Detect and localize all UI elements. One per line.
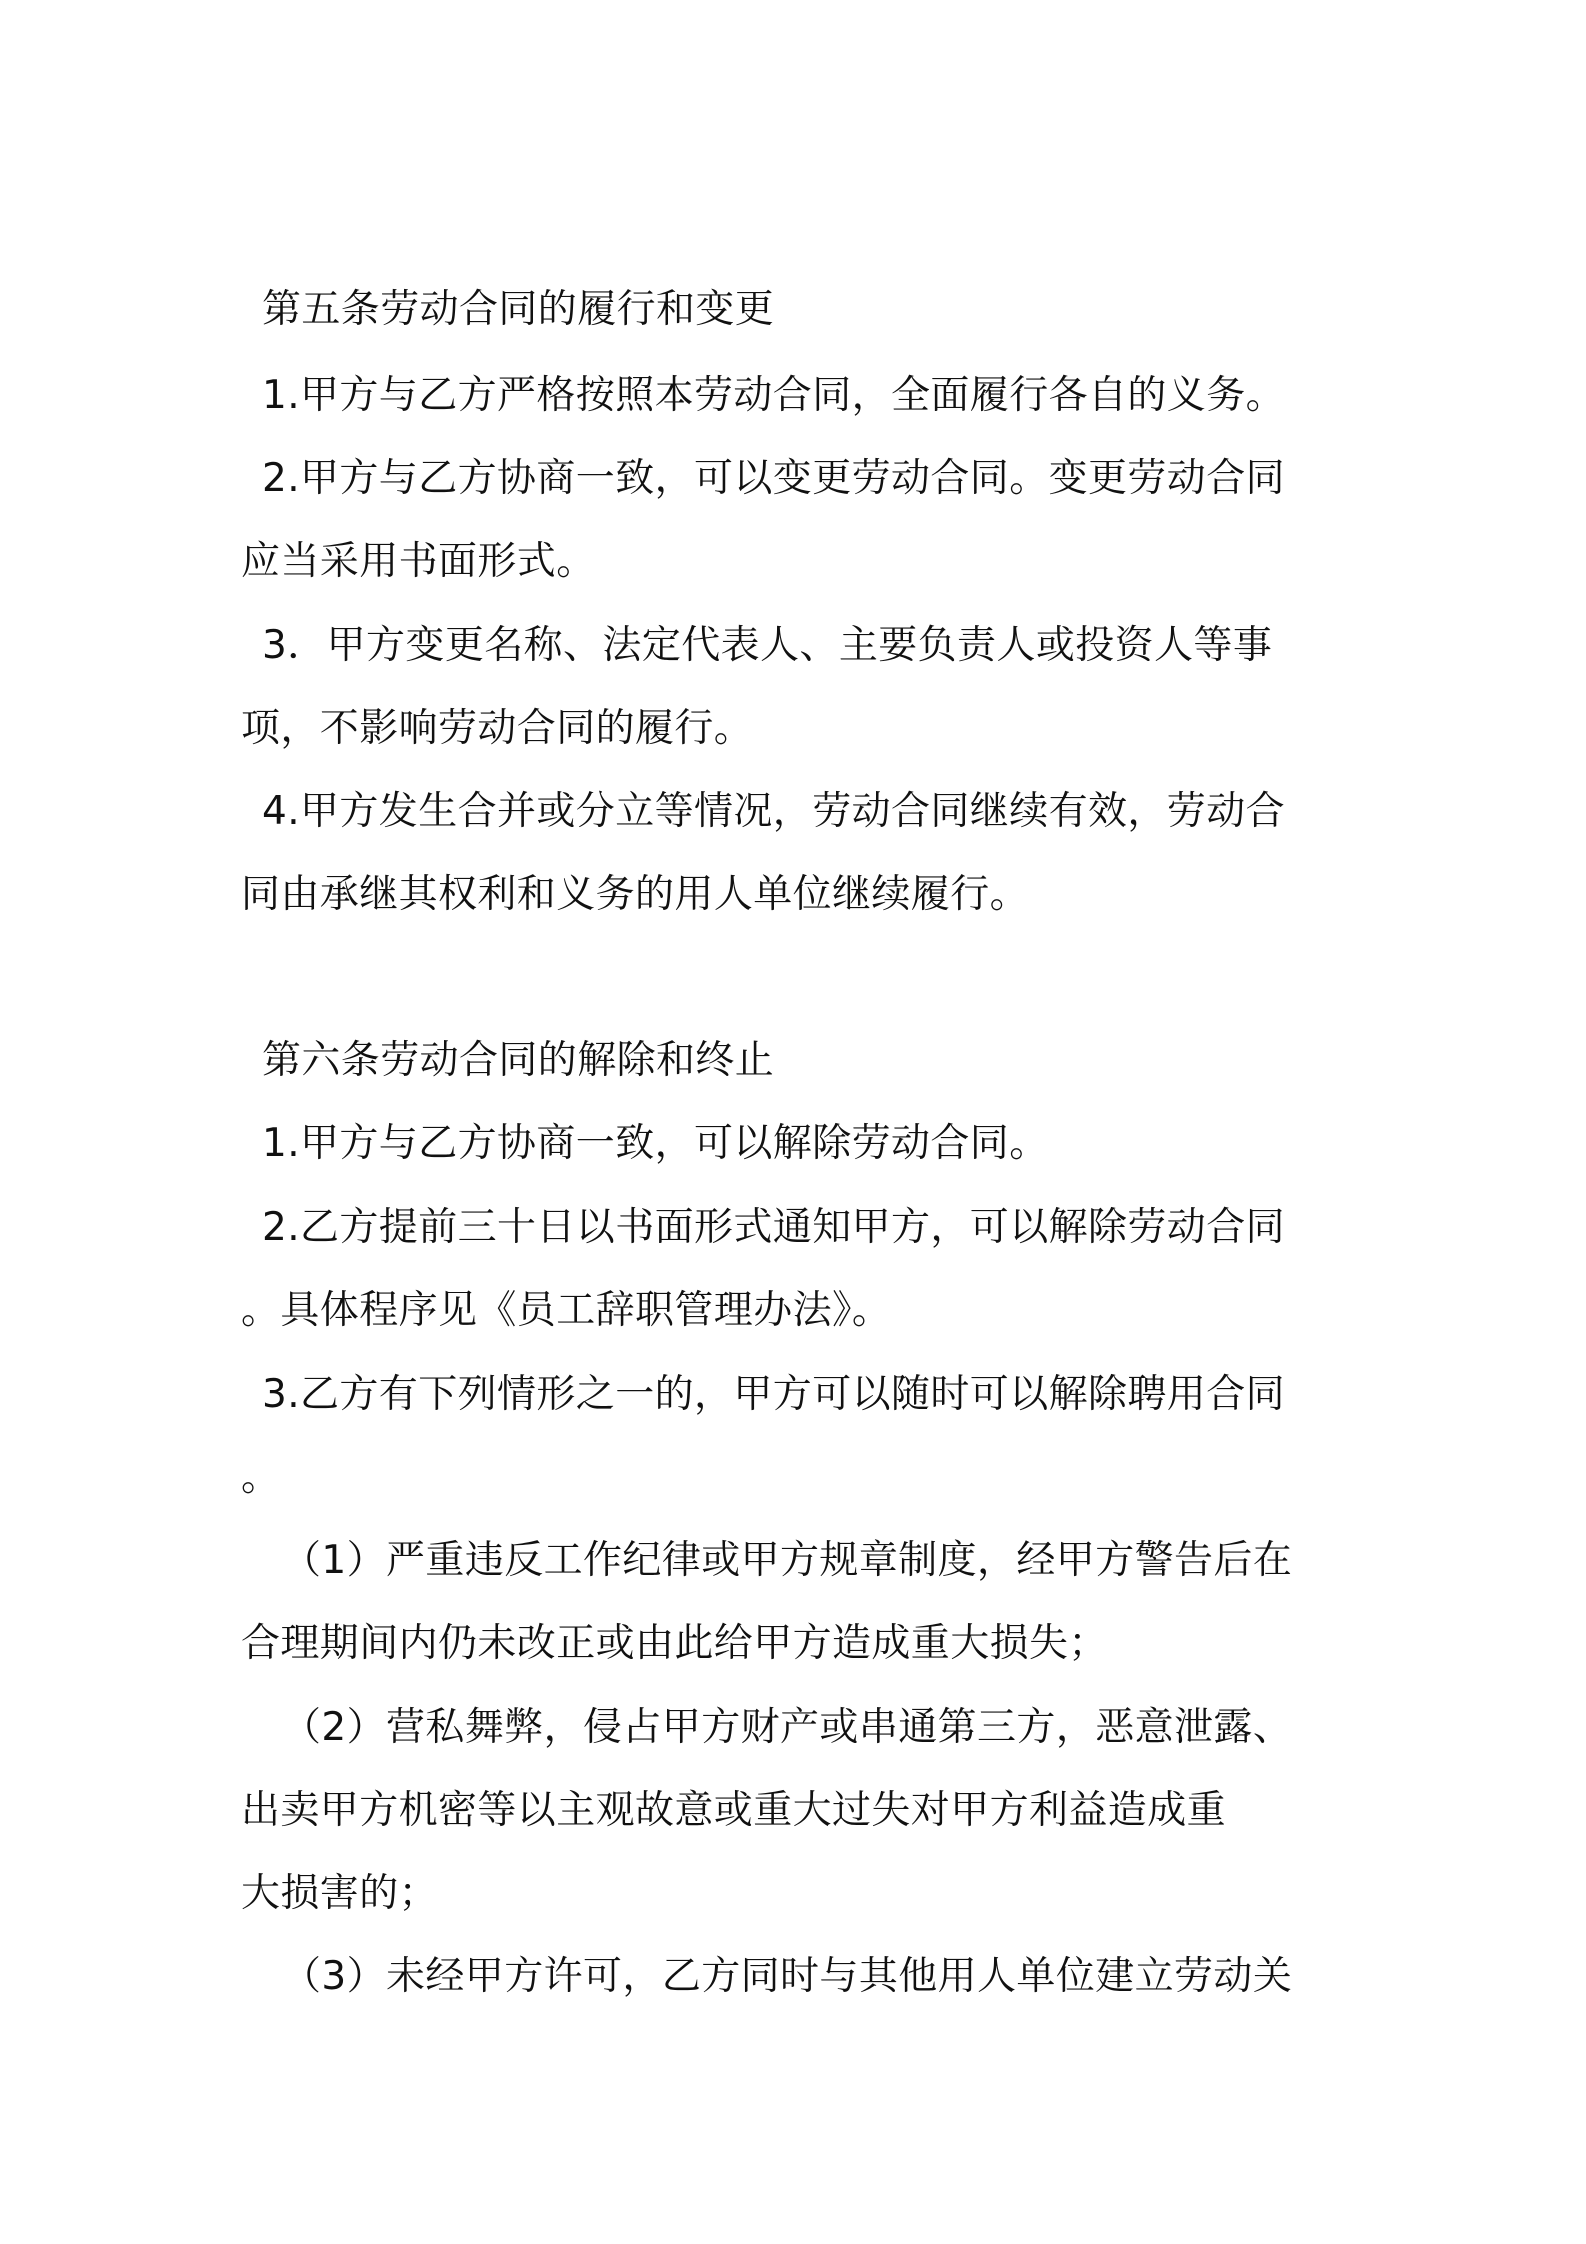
section-5-item-3-cont: 项，不影响劳动合同的履行。 xyxy=(241,706,754,751)
section-5-heading: 第五条劳动合同的履行和变更 xyxy=(262,287,775,332)
section-5-item-1: 1.甲方与乙方严格按照本劳动合同，全面履行各自的义务。 xyxy=(262,373,1286,418)
section-5-item-2-cont: 应当采用书面形式。 xyxy=(241,539,596,584)
section-5-item-4: 4.甲方发生合并或分立等情况，劳动合同继续有效，劳动合 xyxy=(262,789,1286,834)
section-6-subitem-2: （2）营私舞弊，侵占甲方财产或串通第三方，恶意泄露、 xyxy=(282,1705,1293,1750)
section-6-subitem-1-cont: 合理期间内仍未改正或由此给甲方造成重大损失； xyxy=(241,1621,1108,1666)
section-5-item-2: 2.甲方与乙方协商一致，可以变更劳动合同。变更劳动合同 xyxy=(262,456,1286,501)
section-6-item-2: 2.乙方提前三十日以书面形式通知甲方，可以解除劳动合同 xyxy=(262,1205,1286,1250)
section-6-subitem-2-cont-2: 大损害的； xyxy=(241,1871,439,1916)
section-6-item-2-cont: 。具体程序见《员工辞职管理办法》。 xyxy=(241,1288,892,1333)
section-5-item-3: 3．甲方变更名称、法定代表人、主要负责人或投资人等事 xyxy=(262,623,1273,668)
section-6-subitem-2-cont-1: 出卖甲方机密等以主观故意或重大过失对甲方利益造成重 xyxy=(241,1788,1227,1833)
section-6-item-1: 1.甲方与乙方协商一致，可以解除劳动合同。 xyxy=(262,1121,1049,1166)
section-5-item-4-cont: 同由承继其权利和义务的用人单位继续履行。 xyxy=(241,872,1030,917)
section-6-subitem-1: （1）严重违反工作纪律或甲方规章制度，经甲方警告后在 xyxy=(282,1538,1293,1583)
section-6-heading: 第六条劳动合同的解除和终止 xyxy=(262,1038,775,1083)
section-6-item-3-cont: 。 xyxy=(241,1455,281,1500)
section-6-item-3: 3.乙方有下列情形之一的，甲方可以随时可以解除聘用合同 xyxy=(262,1372,1286,1417)
section-6-subitem-3: （3）未经甲方许可，乙方同时与其他用人单位建立劳动关 xyxy=(282,1954,1293,1999)
